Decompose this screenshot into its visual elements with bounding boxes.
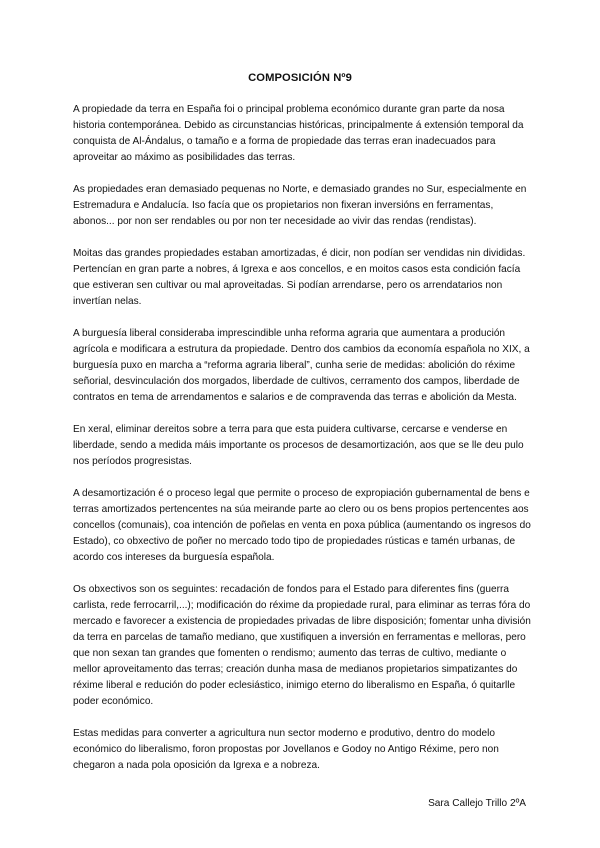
paragraph-3: Moitas das grandes propiedades estaban amortizadas, é dicir, non podían ser vendidas nin divididas. Pertencían en gran parte a nobres, á Igrexa e aos concellos, e en moitos casos esta condición facía que estiveran sen cultivar ou mal aproveitadas. Si podían arrendarse, pero os arrendatarios non invertían nelas.	[73, 248, 526, 307]
author-signature: Sara Callejo Trillo 2ºA	[428, 798, 526, 809]
paragraph-7: Os obxectivos son os seguintes: recadación de fondos para el Estado para diferentes fins (guerra carlista, rede ferrocarril,...); modificación do réxime da propiedade rural, para eliminar as terras fóra do mercado e favorecer a existencia de propiedades privadas de libre disposición; fomentar unha división da terra en parcelas de tamaño mediano, que xustifiquen a inversión en ferramentas e melloras, pero que non sexan tan grandes que fomenten o rendismo; aumento das terras de cultivo, mediante o mellor aproveitamento das terras; creación dunha masa de medianos propietarios simpatizantes do réxime liberal e redución do poder eclesiástico, inimigo eterno do liberalismo en España, ó quitarlle poder económico.	[73, 584, 531, 707]
paragraph-5: En xeral, eliminar dereitos sobre a terra para que esta puidera cultivarse, cercarse e venderse en liberdade, sendo a medida máis importante os procesos de desamortización, aos que se lle deu pulo nos períodos progresistas.	[73, 424, 524, 467]
paragraph-6: A desamortización é o proceso legal que permite o proceso de expropiación gubernamental de bens e terras amortizados pertencentes na súa meirande parte ao clero ou os bens propios pertencentes aos concellos (comunais), coa intención de poñelas en venta en poxa pública (aumentando os ingresos do Estado), co obxectivo de poñer no mercado todo tipo de propiedades rústicas e tamén urbanas, de acordo cos intereses da burguesía española.	[73, 488, 531, 563]
paragraph-8: Estas medidas para converter a agricultura nun sector moderno e produtivo, dentro do modelo económico do liberalismo, foron propostas por Jovellanos e Godoy no Antigo Réxime, pero non chegaron a nada pola oposición da Igrexa e a nobreza.	[73, 728, 499, 771]
document-body	[73, 102, 531, 790]
paragraph-2: As propiedades eran demasiado pequenas no Norte, e demasiado grandes no Sur, especialmente en Estremadura e Andalucía. Iso facía que os propietarios non fixeran inversións en ferramentas, abonos... por non ser rendables ou por non ter necesidade ao vivir das rendas (rendistas).	[73, 184, 527, 227]
paragraph-1: A propiedade da terra en España foi o principal problema económico durante gran parte da nosa historia contemporánea. Debido as circunstancias históricas, principalmente á extensión temporal da conquista de Al-Ándalus, o tamaño e a forma de propiedade das terras eran inadecuados para aproveitar ao máximo as posibilidades das terras.	[73, 104, 524, 163]
document-title: COMPOSICIÓN Nº9	[248, 72, 352, 84]
paragraph-4: A burguesía liberal consideraba imprescindible unha reforma agraria que aumentara a produción agrícola e modificara a estrutura da propiedade. Dentro dos cambios da economía española no XIX, a burguesía puxo en marcha a “reforma agraria liberal”, cunha serie de medidas: abolición do réxime señorial, desvinculación dos morgados, liberdade de cultivos, cerramento dos campos, liberdade de contratos en tema de arrendamentos e salarios e de compravenda das terras e abolición da Mesta.	[73, 328, 530, 403]
